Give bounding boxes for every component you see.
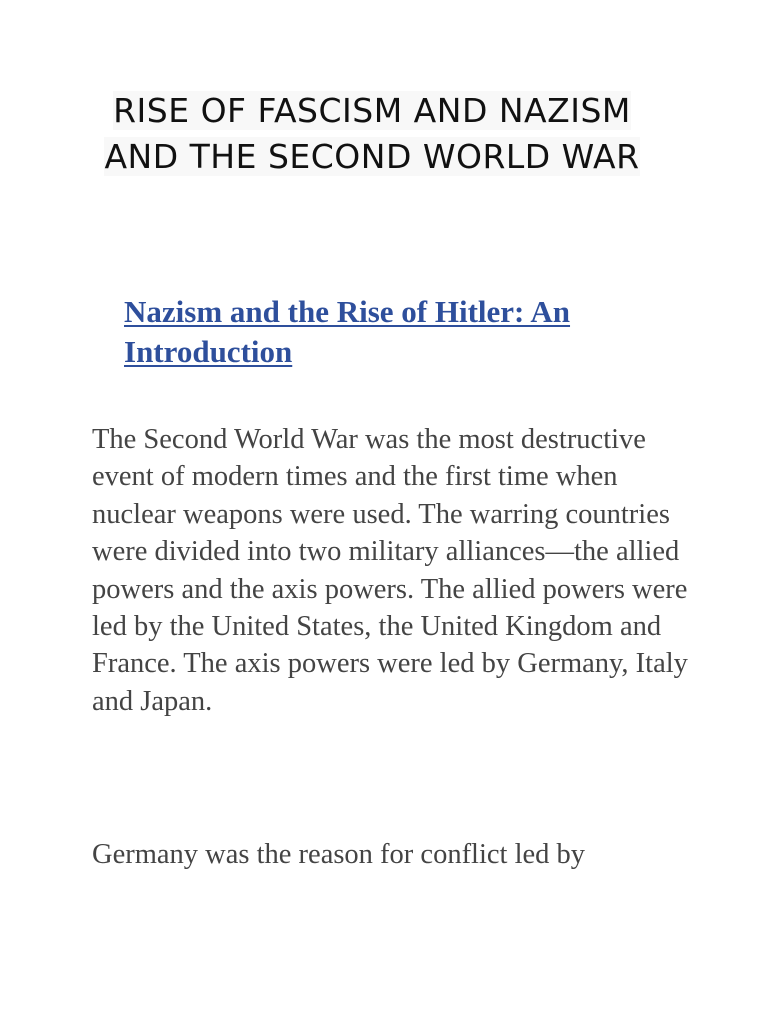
body-paragraph-1: The Second World War was the most destructive event of modern times and the first time when nuclear weapons were used. The warring countries were divided into two military alliances—the allied powers and the axis powers. The allied powers were led by the United States, the United Kingdom and France. The axis powers were led by Germany, Italy and Japan.: [92, 424, 688, 717]
body-paragraph-2: Germany was the reason for conflict led by: [92, 839, 586, 870]
section-heading-link[interactable]: Nazism and the Rise of Hitler: An Introduction: [124, 294, 571, 369]
document-title: RISE OF FASCISM AND NAZISM AND THE SECOND WORLD WAR: [104, 91, 640, 176]
